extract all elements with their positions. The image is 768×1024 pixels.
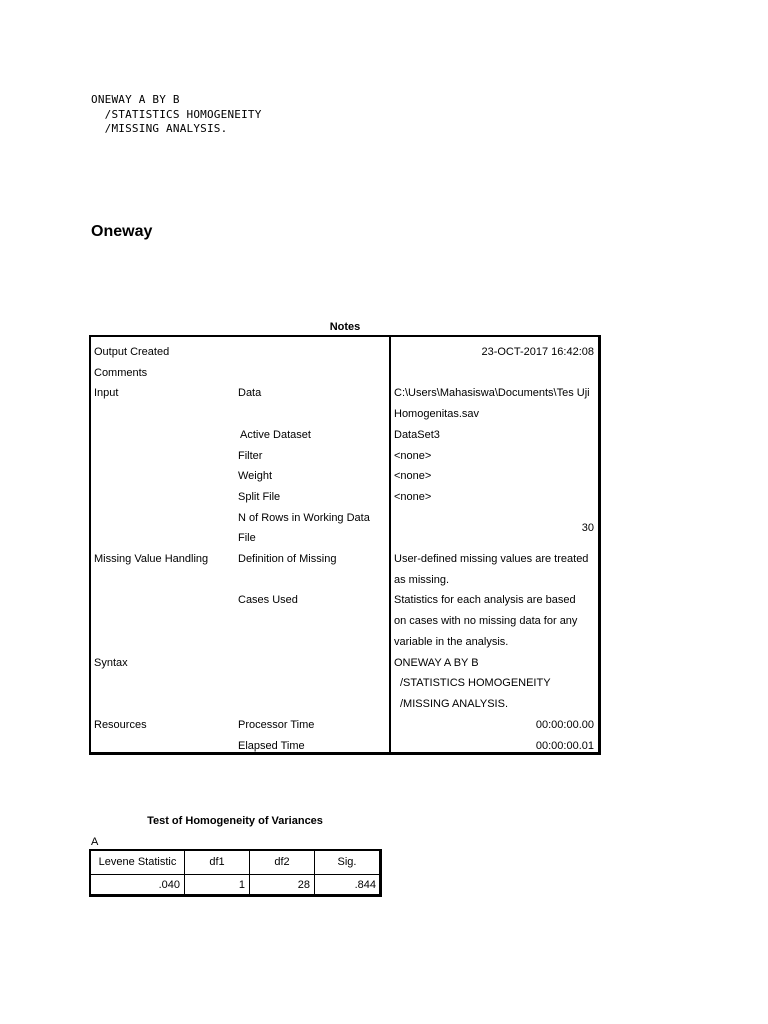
value-split-file: <none> (394, 490, 432, 503)
value-data-line1: C:\Users\Mahasiswa\Documents\Tes Uji (394, 387, 590, 400)
page-heading: Oneway (91, 223, 153, 240)
row-label-syntax: Syntax (94, 656, 128, 669)
homogeneity-table (89, 849, 382, 897)
value-levene-statistic: .040 (158, 879, 180, 891)
value-filter: <none> (394, 449, 432, 462)
homogeneity-variable: A (91, 836, 99, 848)
syntax-line: /STATISTICS HOMOGENEITY (91, 107, 262, 121)
value-data-line2: Homogenitas.sav (394, 408, 479, 421)
row-label-output-created: Output Created (94, 346, 170, 358)
sub-label-elapsed-time: Elapsed Time (238, 740, 305, 752)
value-definition-line2: as missing. (394, 573, 450, 586)
sub-label-data: Data (238, 387, 262, 400)
header-sig: Sig. (337, 856, 357, 868)
value-cases-used-line2: on cases with no missing data for any (394, 615, 578, 628)
sub-label-n-rows-line2: File (238, 532, 256, 545)
value-syntax-line1: ONEWAY A BY B (394, 656, 479, 669)
sub-label-filter: Filter (238, 449, 263, 462)
header-levene-statistic: Levene Statistic (98, 856, 177, 868)
value-processor-time: 00:00:00.00 (535, 718, 594, 731)
sub-label-n-rows-line1: N of Rows in Working Data (238, 511, 370, 524)
sub-label-processor-time: Processor Time (238, 718, 315, 731)
value-output-created: 23-OCT-2017 16:42:08 (481, 346, 594, 358)
homogeneity-title: Test of Homogeneity of Variances (147, 815, 323, 827)
header-df1: df1 (209, 856, 225, 868)
row-label-resources: Resources (94, 718, 147, 731)
value-df1: 1 (238, 879, 245, 891)
header-df2: df2 (274, 856, 290, 868)
value-elapsed-time: 00:00:00.01 (535, 740, 594, 752)
value-n-rows: 30 (581, 522, 594, 534)
value-cases-used-line1: Statistics for each analysis are based (394, 594, 576, 607)
notes-table (89, 335, 601, 755)
value-syntax-line3: /MISSING ANALYSIS. (400, 697, 508, 710)
value-cases-used-line3: variable in the analysis. (394, 635, 509, 648)
syntax-line: ONEWAY A BY B (91, 93, 180, 106)
row-label-missing-value-handling: Missing Value Handling (94, 553, 209, 565)
value-syntax-line2: /STATISTICS HOMOGENEITY (400, 677, 551, 690)
sub-label-definition-of-missing: Definition of Missing (238, 553, 337, 565)
value-weight: <none> (394, 470, 432, 483)
sub-label-weight: Weight (238, 470, 273, 483)
syntax-block (91, 93, 262, 137)
value-sig: .844 (354, 879, 376, 891)
row-label-input: Input (94, 387, 119, 400)
value-active-dataset: DataSet3 (394, 428, 440, 441)
sub-label-cases-used: Cases Used (238, 594, 298, 607)
row-label-comments: Comments (94, 366, 148, 379)
sub-label-active-dataset: Active Dataset (240, 428, 311, 441)
notes-column-divider (389, 337, 391, 752)
value-df2: 28 (297, 879, 310, 891)
value-definition-line1: User-defined missing values are treated (394, 553, 589, 565)
notes-title: Notes (329, 321, 361, 333)
syntax-line: /MISSING ANALYSIS. (91, 122, 228, 135)
sub-label-split-file: Split File (238, 490, 281, 503)
